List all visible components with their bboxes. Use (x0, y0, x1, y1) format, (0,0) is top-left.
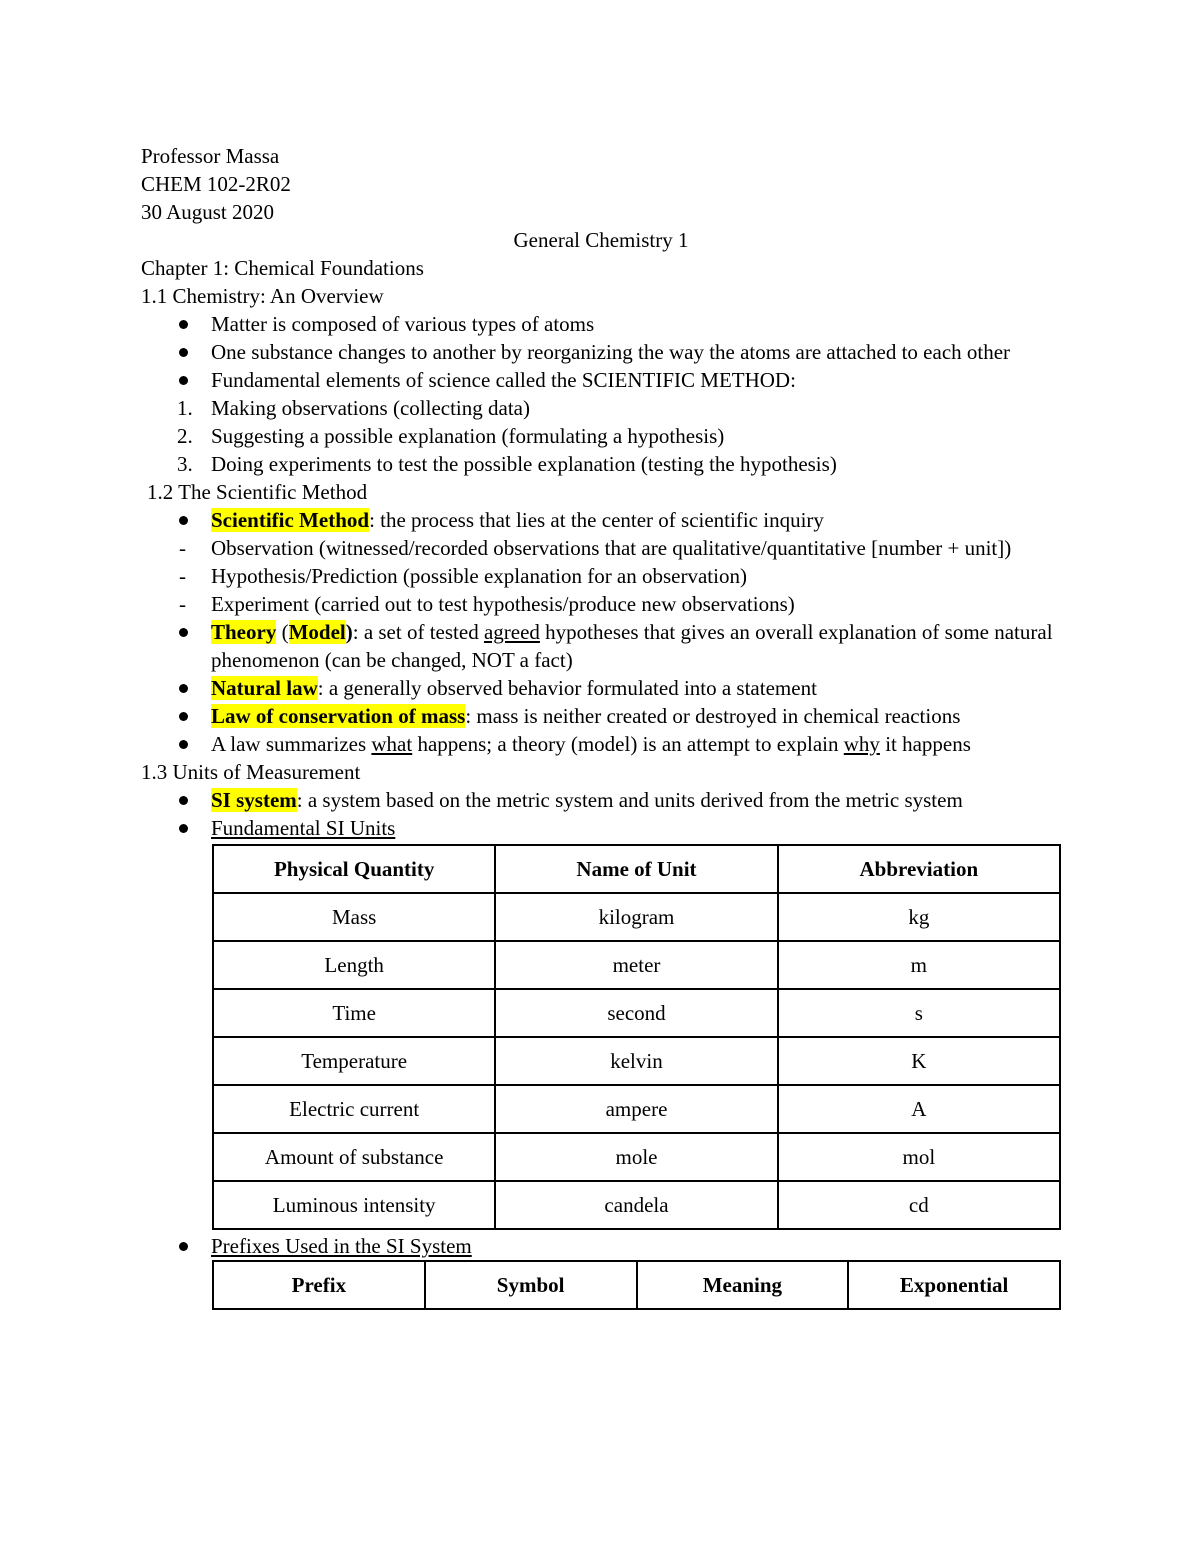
column-header: Name of Unit (495, 845, 777, 893)
list-item: Matter is composed of various types of atoms (141, 310, 1061, 338)
table-cell: m (778, 941, 1060, 989)
bullet-icon (179, 310, 241, 338)
table-cell: ampere (495, 1085, 777, 1133)
bullet-icon (179, 674, 241, 702)
section-1-1-heading: 1.1 Chemistry: An Overview (141, 284, 384, 308)
table-cell: Length (213, 941, 495, 989)
table-cell: kg (778, 893, 1060, 941)
table-cell: K (778, 1037, 1060, 1085)
list-item: A law summarizes what happens; a theory (model) is an attempt to explain why it happens (141, 730, 1061, 758)
numbered-item: 3. Doing experiments to test the possible explanation (testing the hypothesis) (177, 452, 837, 476)
chapter-heading: Chapter 1: Chemical Foundations (141, 256, 424, 280)
table-row (213, 941, 1060, 989)
column-header: Physical Quantity (213, 845, 495, 893)
professor-name: Professor Massa (141, 144, 280, 168)
bullet-icon (179, 506, 241, 534)
term-law-of-conservation-of-mass: Law of conservation of mass (211, 704, 466, 728)
table-row (213, 893, 1060, 941)
si-prefixes-table (212, 1260, 1061, 1310)
column-header: Abbreviation (778, 845, 1060, 893)
table-cell: Mass (213, 893, 495, 941)
bullet-icon (179, 366, 241, 394)
list-item: SI system: a system based on the metric system and units derived from the metric system (141, 786, 1061, 814)
table-cell: s (778, 989, 1060, 1037)
bullet-icon (179, 1232, 241, 1260)
list-item: Scientific Method: the process that lies at the center of scientific inquiry (141, 506, 1061, 534)
table-cell: cd (778, 1181, 1060, 1229)
bullet-icon (179, 702, 241, 730)
dash-marker: - (179, 536, 186, 560)
dash-marker: - (179, 592, 186, 616)
list-item: Fundamental elements of science called the SCIENTIFIC METHOD: (141, 366, 1061, 394)
table-cell: kelvin (495, 1037, 777, 1085)
prefixes-title: Prefixes Used in the SI System (211, 1234, 472, 1258)
bullet-icon (179, 338, 241, 366)
term-si-system: SI system (211, 788, 297, 812)
table-row (213, 989, 1060, 1037)
table-cell: mole (495, 1133, 777, 1181)
bullet-icon (179, 618, 241, 646)
table-cell: meter (495, 941, 777, 989)
table-cell: mol (778, 1133, 1060, 1181)
table-row (213, 1181, 1060, 1229)
table-row (213, 1037, 1060, 1085)
numbered-item: 2. Suggesting a possible explanation (formulating a hypothesis) (177, 424, 725, 448)
column-header: Symbol (425, 1261, 637, 1309)
list-item (141, 814, 1061, 842)
section-1-2-heading: 1.2 The Scientific Method (147, 480, 368, 504)
dash-item: - Experiment (carried out to test hypothesis/produce new observations) (179, 592, 795, 616)
list-number: 3. (177, 452, 193, 476)
section-1-3-heading: 1.3 Units of Measurement (141, 760, 361, 784)
list-item (141, 1232, 1061, 1260)
table-header-row (213, 1261, 1060, 1309)
table-cell: kilogram (495, 893, 777, 941)
list-item: Law of conservation of mass: mass is neither created or destroyed in chemical reactions (141, 702, 1061, 730)
list-number: 2. (177, 424, 193, 448)
table-header-row (213, 845, 1060, 893)
document-date: 30 August 2020 (141, 200, 275, 224)
document-content (141, 142, 1061, 1310)
list-item: Theory (Model): a set of tested agreed hypotheses that gives an overall explanation of some natural phenomenon (can be changed, NOT a fact) (141, 618, 1061, 674)
term-scientific-method: Scientific Method (211, 508, 370, 532)
fundamental-si-units-title: Fundamental SI Units (211, 816, 396, 840)
table-cell: Luminous intensity (213, 1181, 495, 1229)
table-cell: A (778, 1085, 1060, 1133)
term-model: Model (288, 620, 346, 644)
dash-item: - Hypothesis/Prediction (possible explanation for an observation) (179, 564, 747, 588)
bullet-icon (179, 786, 241, 814)
column-header: Meaning (637, 1261, 849, 1309)
table-cell: Time (213, 989, 495, 1037)
numbered-item: 1. Making observations (collecting data) (177, 396, 530, 420)
table-cell: Electric current (213, 1085, 495, 1133)
dash-item: - Observation (witnessed/recorded observations that are qualitative/quantitative [number + unit]) (179, 536, 1012, 560)
list-item: One substance changes to another by reorganizing the way the atoms are attached to each other (141, 338, 1061, 366)
dash-marker: - (179, 564, 186, 588)
table-row (213, 1133, 1060, 1181)
bullet-icon (179, 814, 241, 842)
bullet-icon (179, 730, 241, 758)
table-row (213, 1085, 1060, 1133)
course-code: CHEM 102-2R02 (141, 172, 291, 196)
list-number: 1. (177, 396, 193, 420)
column-header: Exponential (848, 1261, 1060, 1309)
term-natural-law: Natural law (211, 676, 318, 700)
si-units-table (212, 844, 1061, 1230)
table-cell: Temperature (213, 1037, 495, 1085)
term-theory: Theory (211, 620, 277, 644)
document-title: General Chemistry 1 (513, 228, 689, 252)
list-item: Natural law: a generally observed behavior formulated into a statement (141, 674, 1061, 702)
column-header: Prefix (213, 1261, 425, 1309)
table-cell: candela (495, 1181, 777, 1229)
table-cell: Amount of substance (213, 1133, 495, 1181)
table-cell: second (495, 989, 777, 1037)
